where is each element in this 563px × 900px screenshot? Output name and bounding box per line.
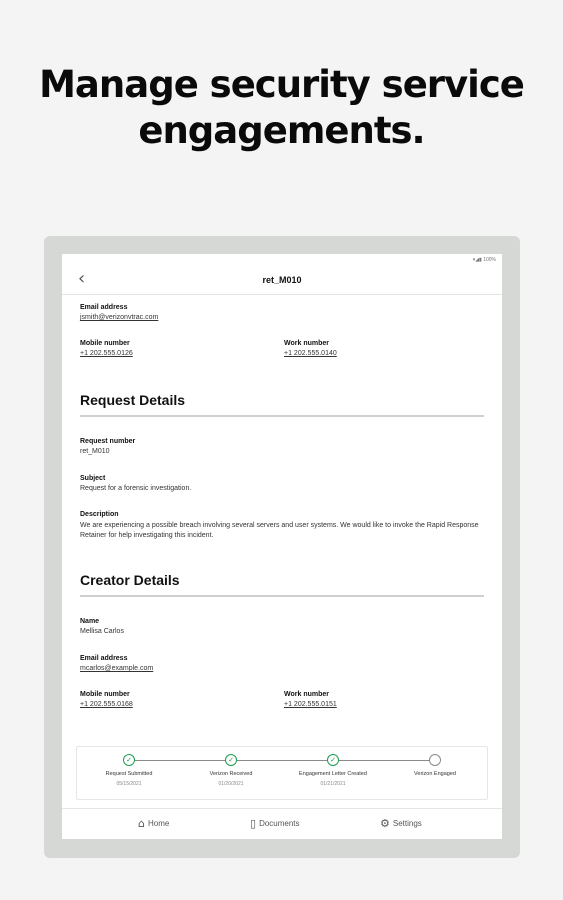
- progress-step: [79, 754, 179, 787]
- empty-circle-icon: [429, 754, 441, 766]
- chevron-left-icon[interactable]: ‹: [78, 268, 86, 289]
- nav-settings-label: Settings: [392, 819, 422, 828]
- request-number-label: Request number: [80, 438, 136, 445]
- check-circle-icon: ✓: [225, 754, 237, 766]
- tablet-frame: [44, 236, 520, 858]
- app-bar: [62, 266, 502, 295]
- progress-step: [181, 754, 281, 787]
- home-icon: ⌂: [138, 817, 145, 830]
- marketing-headline: [0, 62, 563, 154]
- step-label: Verizon Received: [209, 771, 253, 777]
- request-details-heading: Request Details: [80, 392, 186, 408]
- status-bar: ▾◢▮ 100%: [472, 257, 496, 263]
- headline-line-2: engagements.: [138, 109, 425, 152]
- check-circle-icon: ✓: [123, 754, 135, 766]
- step-date: 05/15/2021: [116, 781, 142, 787]
- subject-label: Subject: [80, 475, 106, 482]
- step-label: Verizon Engaged: [414, 771, 456, 777]
- step-label: Request Submitted: [105, 771, 153, 777]
- mobile-label: Mobile number: [80, 340, 130, 347]
- subject-value: Request for a forensic investigation.: [80, 485, 192, 492]
- nav-settings[interactable]: [380, 817, 422, 830]
- creator-name-value: Mellisa Carlos: [80, 628, 124, 635]
- mobile-number-link[interactable]: +1 202.555.0126: [80, 350, 133, 357]
- progress-step: [385, 754, 485, 781]
- headline-line-1: Manage security service: [39, 63, 524, 106]
- step-date: 01/20/2021: [218, 781, 244, 787]
- creator-work-label: Work number: [284, 691, 329, 698]
- creator-mobile-link[interactable]: +1 202.555.0168: [80, 701, 133, 708]
- creator-work-link[interactable]: +1 202.555.0151: [284, 701, 337, 708]
- gear-icon: ⚙: [380, 817, 390, 830]
- creator-name-label: Name: [80, 618, 100, 625]
- bottom-navigation: [62, 808, 502, 839]
- step-date: 01/21/2021: [320, 781, 346, 787]
- description-value: We are experiencing a possible breach involving several servers and user systems. We would like to invoke the Rapid Response Retainer for help investigating this incident.: [80, 522, 479, 539]
- check-circle-icon: ✓: [327, 754, 339, 766]
- request-number-value: ret_M010: [80, 448, 110, 455]
- progress-step: [283, 754, 383, 787]
- document-icon: ▯: [250, 817, 257, 830]
- app-screen: [62, 254, 502, 839]
- work-number-link[interactable]: +1 202.555.0140: [284, 350, 337, 357]
- nav-documents[interactable]: [250, 817, 300, 830]
- creator-details-heading: Creator Details: [80, 572, 180, 588]
- nav-home[interactable]: [138, 817, 169, 830]
- engagement-progress-tracker: [76, 746, 488, 800]
- section-divider: [80, 415, 484, 417]
- step-label: Engagement Letter Created: [299, 771, 367, 777]
- email-label: Email address: [80, 304, 128, 311]
- section-divider: [80, 595, 484, 597]
- nav-documents-label: Documents: [259, 819, 300, 828]
- creator-email-link[interactable]: mcarlos@example.com: [80, 665, 154, 672]
- email-link[interactable]: jsmith@verizonvtrac.com: [80, 314, 159, 321]
- creator-email-label: Email address: [80, 655, 128, 662]
- nav-home-label: Home: [147, 819, 170, 828]
- work-label: Work number: [284, 340, 329, 347]
- description-label: Description: [80, 511, 119, 518]
- creator-mobile-label: Mobile number: [80, 691, 130, 698]
- page-title: ret_M010: [262, 275, 302, 285]
